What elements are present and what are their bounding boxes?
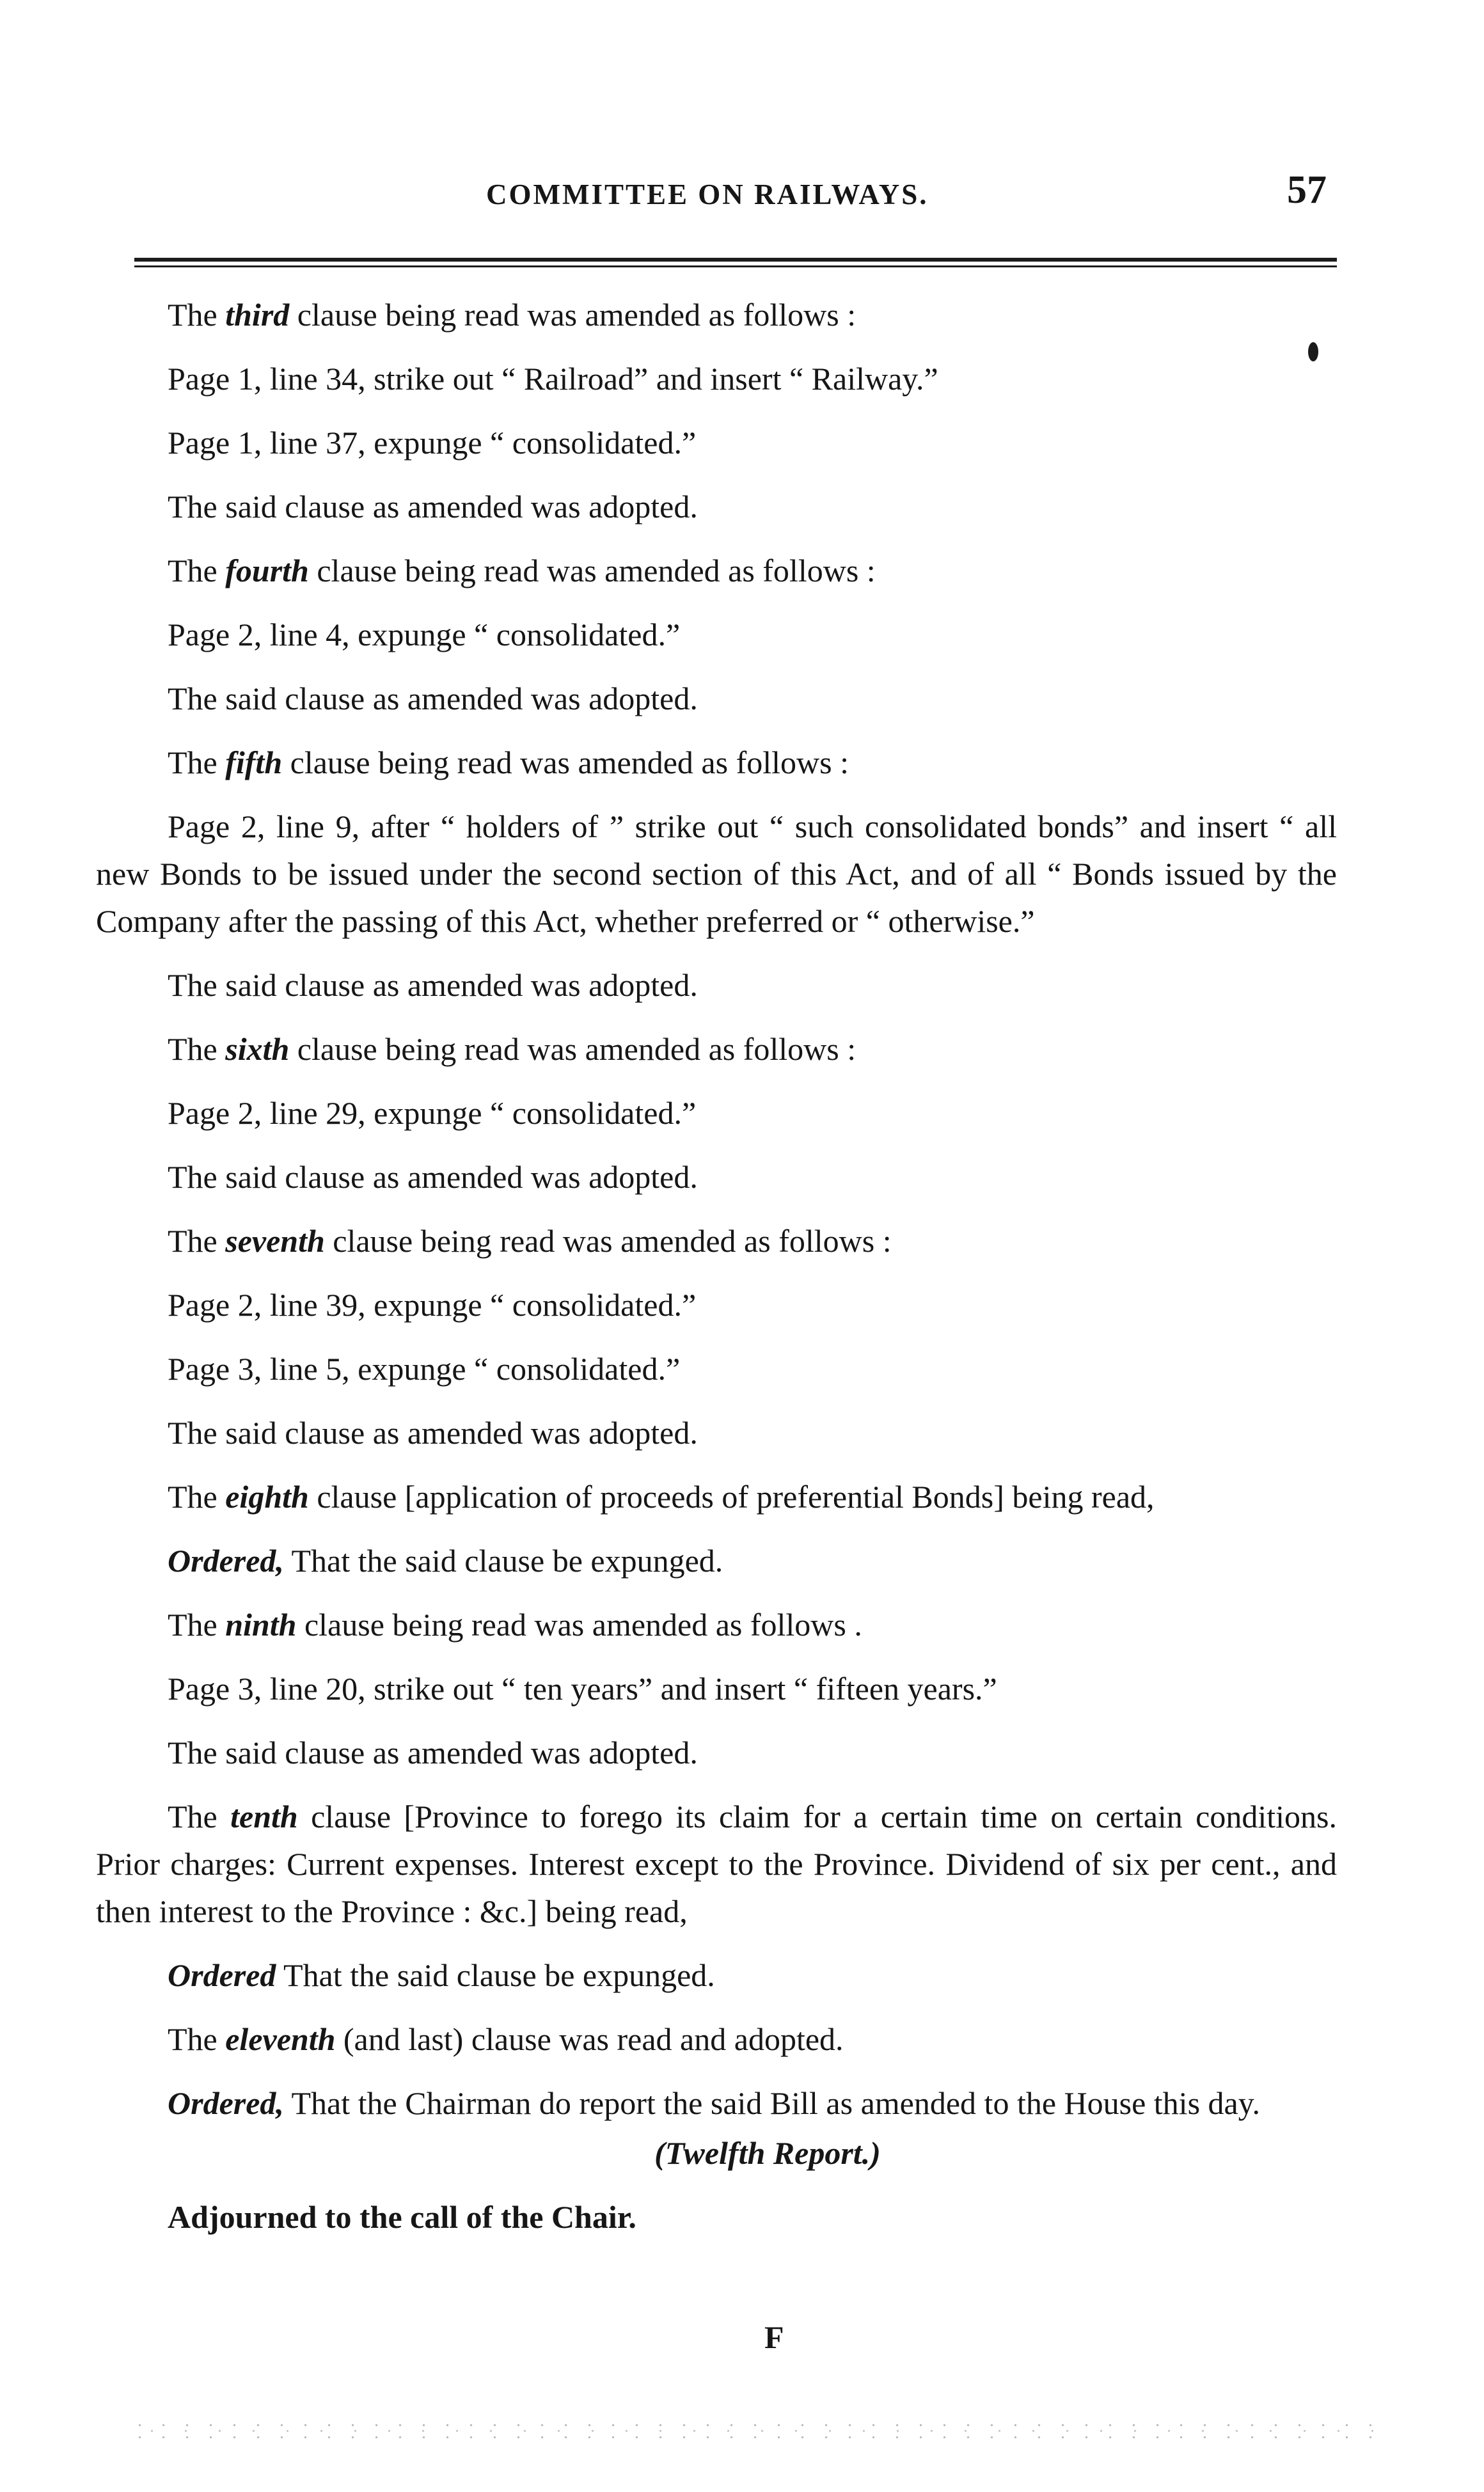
- document-body: [96, 291, 1337, 2257]
- paragraph-adopted: The said clause as amended was adopted.: [168, 1735, 698, 1770]
- paragraph-fifth-clause: The fifth clause being read was amended as follows :: [168, 745, 849, 780]
- paragraph-adopted: The said clause as amended was adopted.: [168, 967, 698, 1003]
- paragraph-ninth-clause: The ninth clause being read was amended as follows .: [168, 1607, 862, 1643]
- paragraph-adopted: The said clause as amended was adopted.: [168, 1159, 698, 1195]
- paragraph-adopted: The said clause as amended was adopted.: [168, 1415, 698, 1451]
- paragraph-third-clause: The third clause being read was amended as follows :: [168, 297, 856, 333]
- page-number: 57: [1287, 168, 1327, 212]
- paragraph-adopted: The said clause as amended was adopted.: [168, 489, 698, 524]
- paragraph-fourth-clause: The fourth clause being read was amended as follows :: [168, 553, 876, 588]
- paragraph-tenth-clause: The tenth clause [Province to forego its claim for a certain time on certain conditions. Prior charges: Current expenses. Interest except to the Province. Dividend of six per cent., and then interest to the Province : &c.] being read,: [96, 1799, 1337, 1929]
- paragraph-ordered: Ordered, That the said clause be expunged.: [168, 1543, 723, 1579]
- paragraph-amendment: Page 1, line 37, expunge “ consolidated.”: [168, 425, 697, 461]
- report-reference: (Twelfth Report.): [654, 2135, 881, 2171]
- paragraph-amendment: Page 1, line 34, strike out “ Railroad” and insert “ Railway.”: [168, 361, 938, 397]
- header-rule-thick: [134, 258, 1337, 262]
- ink-blot: [1308, 342, 1318, 361]
- scan-noise: [128, 2419, 1382, 2445]
- paragraph-ordered-report: Ordered, That the Chairman do report the said Bill as amended to the House this day.: [168, 2085, 1260, 2121]
- paragraph-sixth-clause: The sixth clause being read was amended as follows :: [168, 1031, 856, 1067]
- signature-mark: F: [764, 2319, 784, 2355]
- paragraph-adjourned: Adjourned to the call of the Chair.: [168, 2199, 636, 2235]
- paragraph-eighth-clause: The eighth clause [application of proceeds of preferential Bonds] being read,: [168, 1479, 1155, 1515]
- running-title: COMMITTEE ON RAILWAYS.: [486, 178, 929, 210]
- paragraph-amendment: Page 2, line 29, expunge “ consolidated.”: [168, 1095, 697, 1131]
- paragraph-amendment: Page 3, line 5, expunge “ consolidated.”: [168, 1351, 681, 1387]
- paragraph-ordered: Ordered That the said clause be expunged.: [168, 1957, 715, 1993]
- paragraph-amendment: Page 2, line 4, expunge “ consolidated.”: [168, 617, 681, 652]
- paragraph-amendment: Page 3, line 20, strike out “ ten years” and insert “ fifteen years.”: [168, 1671, 997, 1707]
- header-rule-thin: [134, 265, 1337, 267]
- paragraph-amendment: Page 2, line 39, expunge “ consolidated.”: [168, 1287, 697, 1323]
- paragraph-seventh-clause: The seventh clause being read was amended as follows :: [168, 1223, 892, 1259]
- paragraph-eleventh-clause: The eleventh (and last) clause was read and adopted.: [168, 2021, 844, 2057]
- paragraph-adopted: The said clause as amended was adopted.: [168, 681, 698, 716]
- paragraph-amendment: Page 2, line 9, after “ holders of ” strike out “ such consolidated bonds” and insert “ all new Bonds to be issued under the second section of this Act, and of all “ Bonds issued by the Company after the passing of this Act, whether preferred or “ otherwise.”: [96, 808, 1337, 939]
